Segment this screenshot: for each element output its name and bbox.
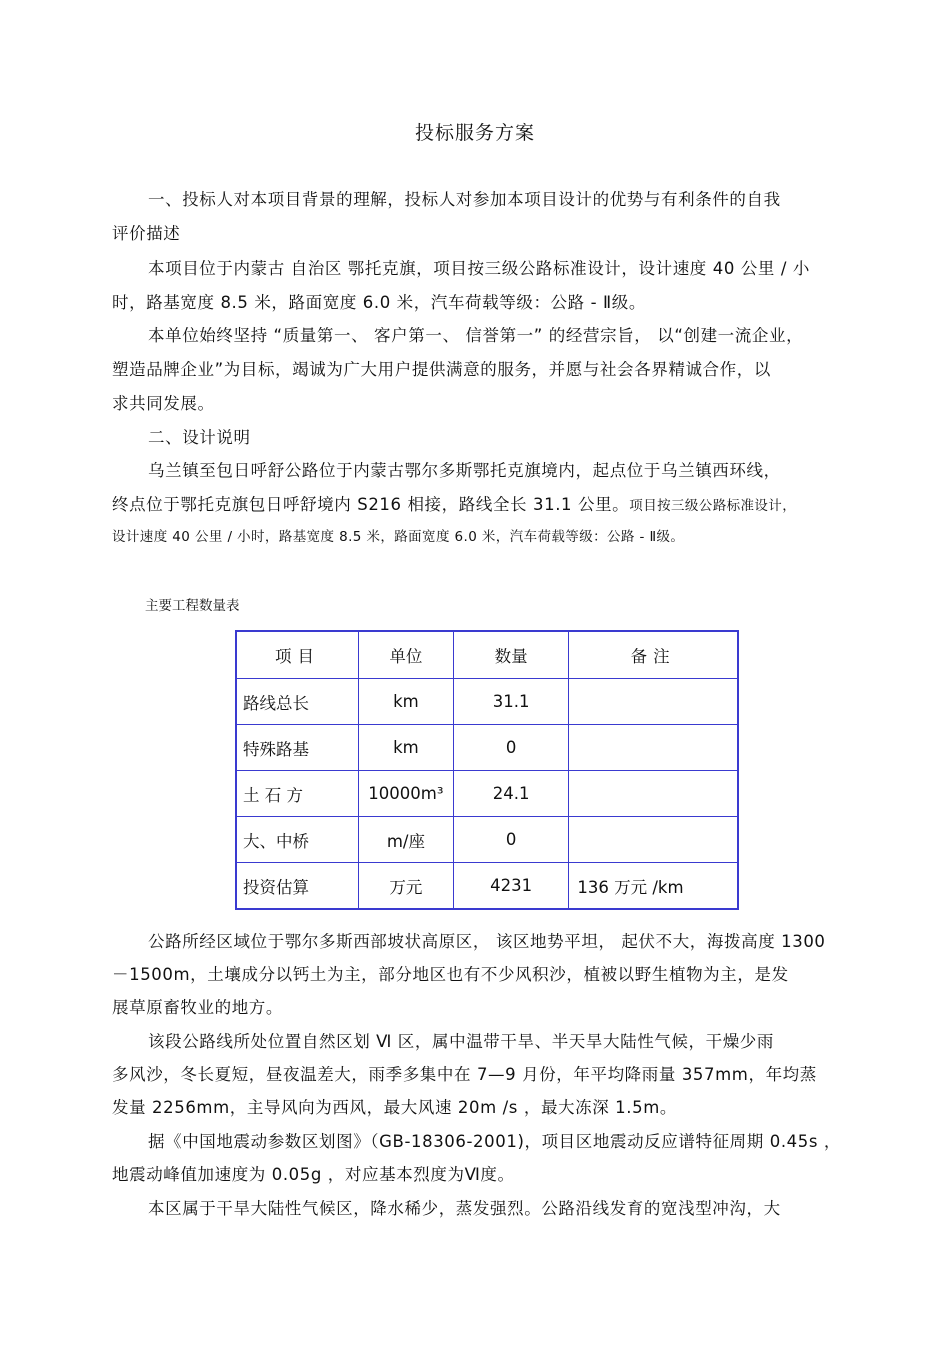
- paragraph-line: [112, 491, 796, 515]
- paragraph-line: 一、投标人对本项目背景的理解，投标人对参加本项目设计的优势与有利条件的自我: [148, 190, 781, 209]
- paragraph-line: 该段公路线所处位置自然区划 Ⅵ 区，属中温带干旱、半天旱大陆性气候，干燥少雨: [148, 1032, 775, 1051]
- table-cell: 投资估算: [236, 863, 358, 910]
- table-row: [236, 817, 738, 863]
- page-title: 投标服务方案: [414, 122, 535, 144]
- paragraph-line: 本单位始终坚持 “质量第一、 客户第一、 信誉第一” 的经营宗旨， 以“创建一流企业，: [148, 326, 804, 345]
- paragraph-line: 评价描述: [112, 224, 181, 243]
- column-header: 单位: [358, 631, 453, 679]
- paragraph-line: 多风沙，冬长夏短，昼夜温差大，雨季多集中在 7—9 月份，年平均降雨量 357mm，年均蒸: [112, 1065, 817, 1084]
- quantity-table: [235, 630, 739, 910]
- table-cell: [569, 817, 738, 863]
- table-cell: 大、中桥: [236, 817, 358, 863]
- paragraph-line: 时，路基宽度 8.5 米，路面宽度 6.0 米，汽车荷载等级：公路 - Ⅱ级。: [112, 293, 646, 312]
- paragraph-line: 据《中国地震动参数区划图》（GB-18306-2001)，项目区地震动反应谱特征周期 0.45s ，: [148, 1132, 842, 1151]
- paragraph-line: 设计速度 40 公里 / 小时，路基宽度 8.5 米，路面宽度 6.0 米，汽车荷载等级：公路 - Ⅱ级。: [112, 529, 685, 545]
- table-row: [236, 725, 738, 771]
- paragraph-line: 发量 2256mm，主导风向为西风，最大风速 20m /s ，最大冻深 1.5m。: [112, 1098, 677, 1117]
- table-cell: km: [358, 679, 453, 725]
- table-caption: 主要工程数量表: [145, 598, 240, 614]
- paragraph-segment: 终点位于鄂托克旗包日呼舒境内 S216 相接，路线全长 31.1 公里。: [112, 495, 630, 514]
- table-cell: [569, 679, 738, 725]
- table-cell: km: [358, 725, 453, 771]
- paragraph-line: 本区属于干旱大陆性气候区，降水稀少，蒸发强烈。公路沿线发育的宽浅型冲沟，大: [148, 1199, 781, 1218]
- paragraph-line: 本项目位于内蒙古 自治区 鄂托克旗，项目按三级公路标准设计，设计速度 40 公里 / 小: [148, 259, 810, 278]
- paragraph-segment: 项目按三级公路标准设计，: [629, 498, 797, 514]
- table-header-row: [236, 631, 738, 679]
- table-cell: 31.1: [453, 679, 569, 725]
- table-cell: 4231: [453, 863, 569, 910]
- column-header: 项目: [236, 631, 358, 679]
- table-cell: 10000m³: [358, 771, 453, 817]
- table-row: [236, 679, 738, 725]
- paragraph-line: 展草原畜牧业的地方。: [112, 998, 283, 1017]
- paragraph-line: 地震动峰值加速度为 0.05g ，对应基本烈度为Ⅵ度。: [112, 1165, 515, 1184]
- table-cell: 土 石 方: [236, 771, 358, 817]
- table-cell: m/座: [358, 817, 453, 863]
- table-cell: 万元: [358, 863, 453, 910]
- table-cell: 24.1: [453, 771, 569, 817]
- table-row: [236, 863, 738, 910]
- table-cell: 路线总长: [236, 679, 358, 725]
- column-header: 备注: [569, 631, 738, 679]
- paragraph-line: 公路所经区域位于鄂尔多斯西部坡状高原区， 该区地势平坦， 起伏不大，海拨高度 1300: [148, 932, 826, 951]
- table-cell: 136 万元 /km: [569, 863, 738, 910]
- paragraph-line: 塑造品牌企业”为目标，竭诚为广大用户提供满意的服务，并愿与社会各界精诚合作，以: [112, 360, 771, 379]
- table-cell: [569, 771, 738, 817]
- section-heading: 二、设计说明: [148, 428, 251, 447]
- paragraph-line: 求共同发展。: [112, 394, 215, 413]
- paragraph-line: －1500m，土壤成分以钙土为主，部分地区也有不少风积沙，植被以野生植物为主，是发: [112, 965, 789, 984]
- table-cell: 0: [453, 725, 569, 771]
- column-header: 数量: [453, 631, 569, 679]
- table-cell: 特殊路基: [236, 725, 358, 771]
- paragraph-line: 乌兰镇至包日呼舒公路位于内蒙古鄂尔多斯鄂托克旗境内，起点位于乌兰镇西环线，: [148, 461, 781, 480]
- table-cell: 0: [453, 817, 569, 863]
- table-row: [236, 771, 738, 817]
- table-cell: [569, 725, 738, 771]
